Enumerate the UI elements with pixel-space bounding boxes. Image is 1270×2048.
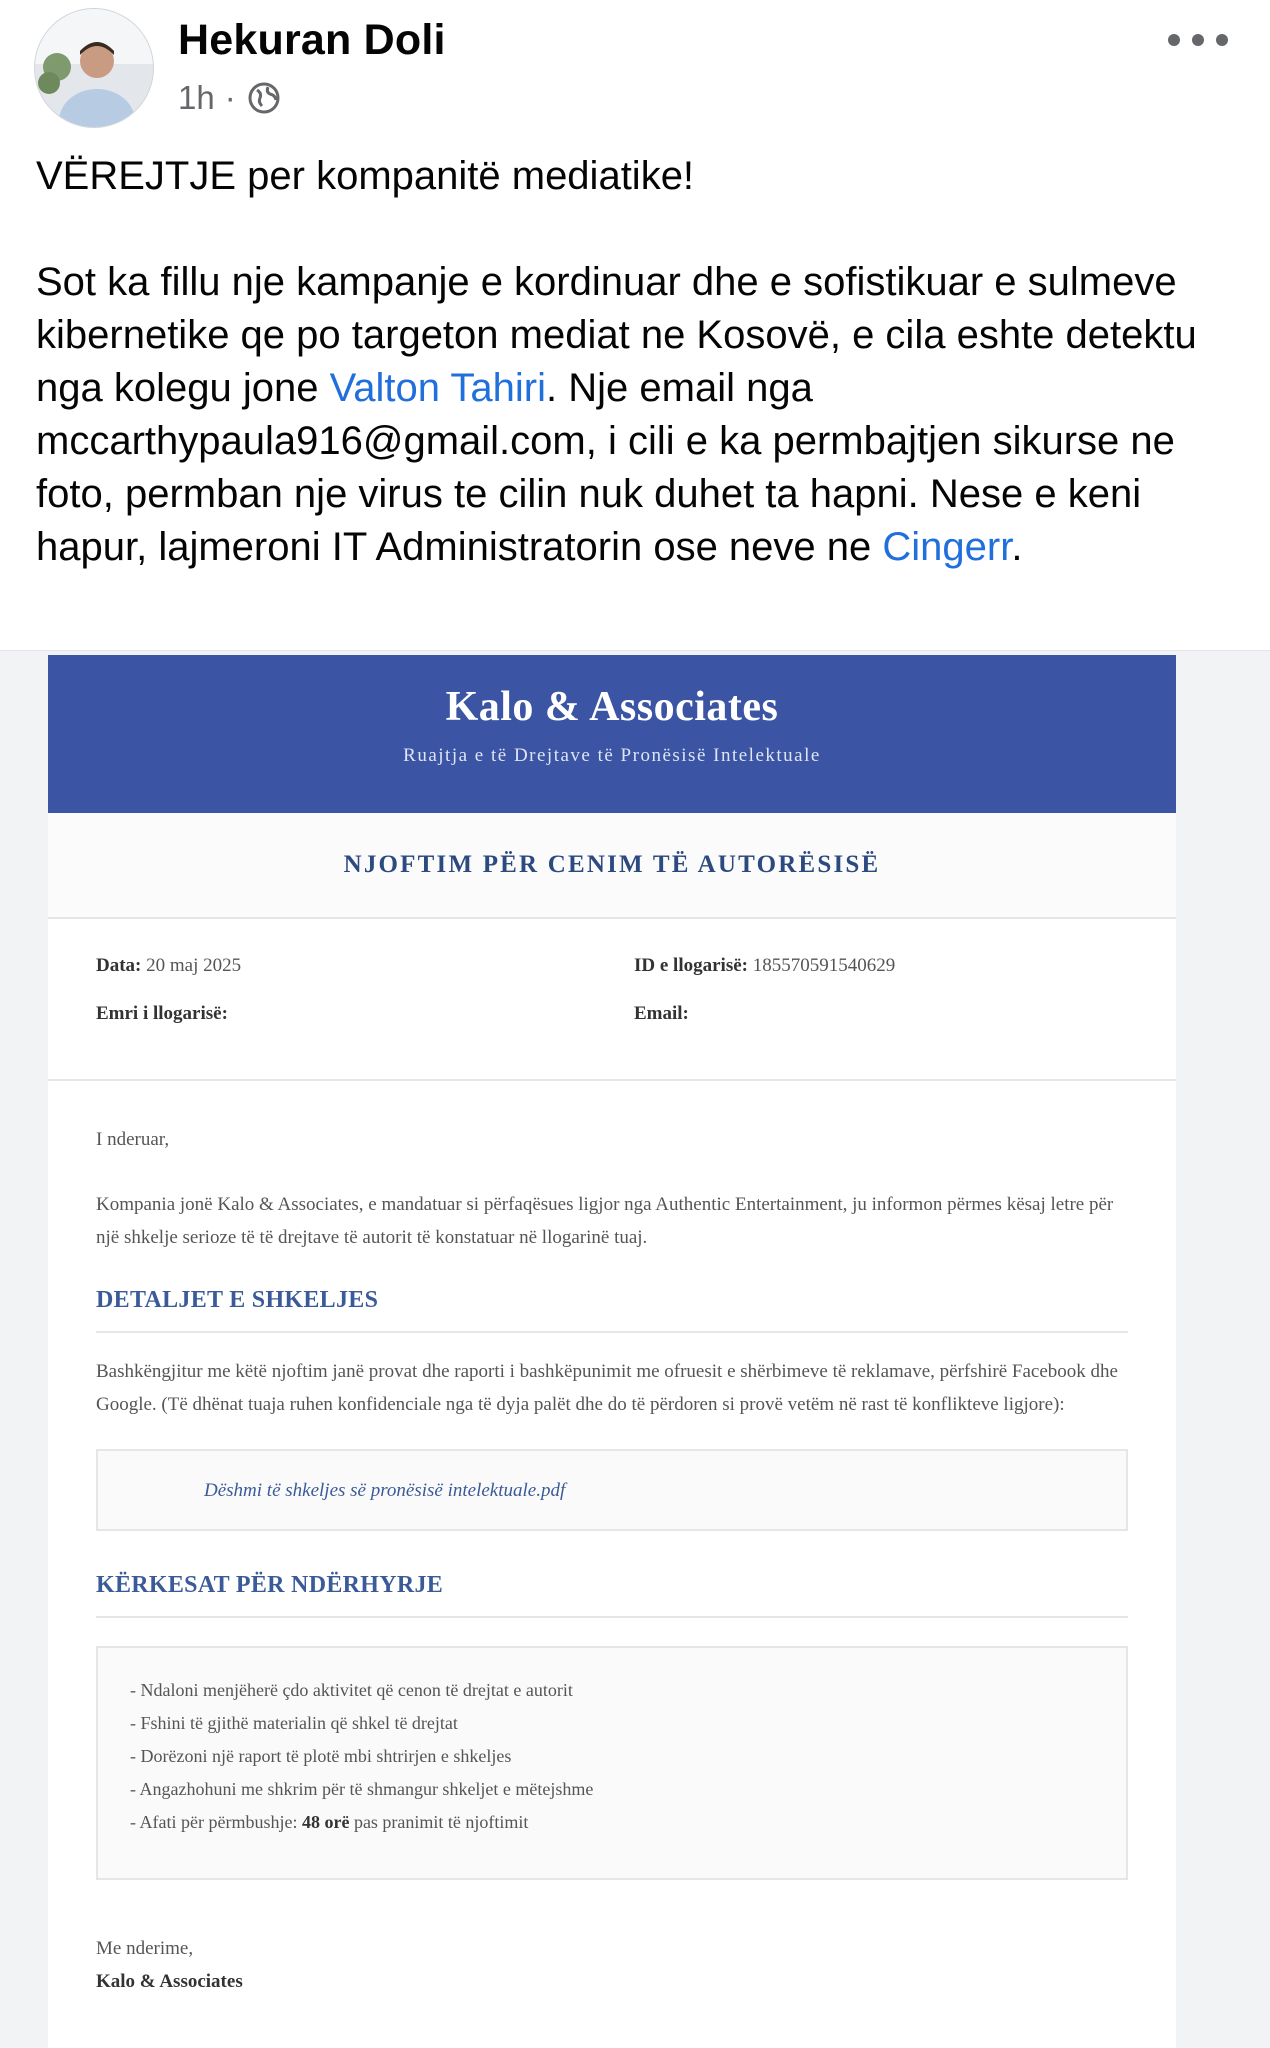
mention-cingerr[interactable]: Cingerr [882, 525, 1012, 569]
avatar-photo [35, 9, 154, 128]
deadline-suffix: pas pranimit të njoftimit [349, 1812, 529, 1832]
deadline-item [130, 1806, 1094, 1839]
post-heading: VËREJTJE per kompanitë mediatike! [36, 154, 695, 198]
section-requirements: KËRKESAT PËR NDËRHYRJE [96, 1569, 1128, 1618]
more-dots-icon [1192, 34, 1204, 46]
paragraph-text-a: Sot ka fillu nje kampanje e kordinuar dhe e sofistikuar e sulmeve kibernetike qe po targeton mediat ne Kosovë, e cila eshte detektu nga kolegu jone [36, 260, 1197, 410]
section-violation-details: DETALJET E SHKELJES [96, 1284, 1128, 1333]
account-id-field [634, 955, 895, 977]
post-photo[interactable] [0, 650, 1270, 2048]
notice-title: NJOFTIM PËR CENIM TË AUTORËSISË [48, 813, 1176, 919]
letter-banner [48, 655, 1176, 813]
company-tagline: Ruajtja e të Drejtave të Pronësisë Intelektuale [403, 745, 821, 766]
paragraph-text-c: . [1011, 525, 1023, 569]
mention-valton-tahiri[interactable]: Valton Tahiri [329, 366, 547, 410]
avatar[interactable] [34, 8, 154, 128]
requirement-item: - Ndaloni menjëherë çdo aktivitet që cenon të drejtat e autorit [130, 1680, 573, 1700]
more-dots-icon [1216, 34, 1228, 46]
requirements-box [96, 1646, 1128, 1880]
deadline-bold: 48 orë [301, 1812, 350, 1832]
account-name-label: Emri i llogarisë: [96, 1003, 228, 1024]
post-meta [178, 76, 282, 120]
paragraph-text-b: . Nje email nga mccarthypaula916@gmail.com, i cili e ka permbajtjen sikurse ne foto, permban nje virus te cilin nuk duhet ta hapni. Nese e keni hapur, lajmeroni IT Administratorin ose neve ne [36, 366, 1175, 569]
requirement-item: - Fshini të gjithë materialin që shkel të drejtat [130, 1713, 458, 1733]
date-value: 20 maj 2025 [146, 955, 242, 976]
author-name[interactable]: Hekuran Doli [178, 16, 446, 64]
greeting: I nderuar, [96, 1129, 170, 1150]
deadline-prefix: - Afati për përmbushje: [130, 1812, 302, 1832]
intro-paragraph: Kompania jonë Kalo & Associates, e mandatuar si përfaqësues ligjor nga Authentic Entertainment, ju informon përmes kësaj letre për një shkelje serioze të të drejtave të autorit të konstatuar në llogarinë tuaj. [96, 1194, 1114, 1248]
account-id-value: 185570591540629 [752, 955, 896, 976]
account-info [48, 919, 1176, 1081]
email-letter [48, 655, 1176, 2048]
account-name-field [96, 1003, 228, 1025]
account-id-label: ID e llogarisë: [634, 955, 748, 976]
globe-icon[interactable] [246, 80, 282, 116]
violation-details-text: Bashkëngjitur me këtë njoftim janë provat dhe raporti i bashkëpunimit me ofruesit e shërbimeve të reklamave, përfshirë Facebook dhe Google. (Të dhënat tuaja ruhen konfidenciale nga të dyja palët dhe do të përdoren si provë vetëm në rast të konflikteve ligjore): [96, 1361, 1118, 1415]
post-text [36, 150, 1246, 574]
date-field [96, 955, 241, 977]
requirement-item: - Dorëzoni një raport të plotë mbi shtrirjen e shkeljes [130, 1746, 512, 1766]
signature: Kalo & Associates [96, 1971, 243, 1992]
letter-body [48, 1081, 1176, 1998]
post-time[interactable]: 1h [178, 79, 215, 116]
email-field [634, 1003, 689, 1025]
post-header [0, 0, 1270, 140]
attachment-link[interactable]: Dëshmi të shkeljes së pronësisë intelektuale.pdf [96, 1449, 1128, 1531]
company-name: Kalo & Associates [445, 684, 779, 730]
closing: Me nderime, [96, 1938, 194, 1959]
more-options-button[interactable] [1168, 22, 1228, 58]
email-label: Email: [634, 1003, 689, 1024]
date-label: Data: [96, 955, 142, 976]
post-paragraph [36, 256, 1246, 574]
requirement-item: - Angazhohuni me shkrim për të shmangur shkeljet e mëtejshme [130, 1779, 594, 1799]
meta-separator: · [224, 79, 236, 116]
more-dots-icon [1168, 34, 1180, 46]
